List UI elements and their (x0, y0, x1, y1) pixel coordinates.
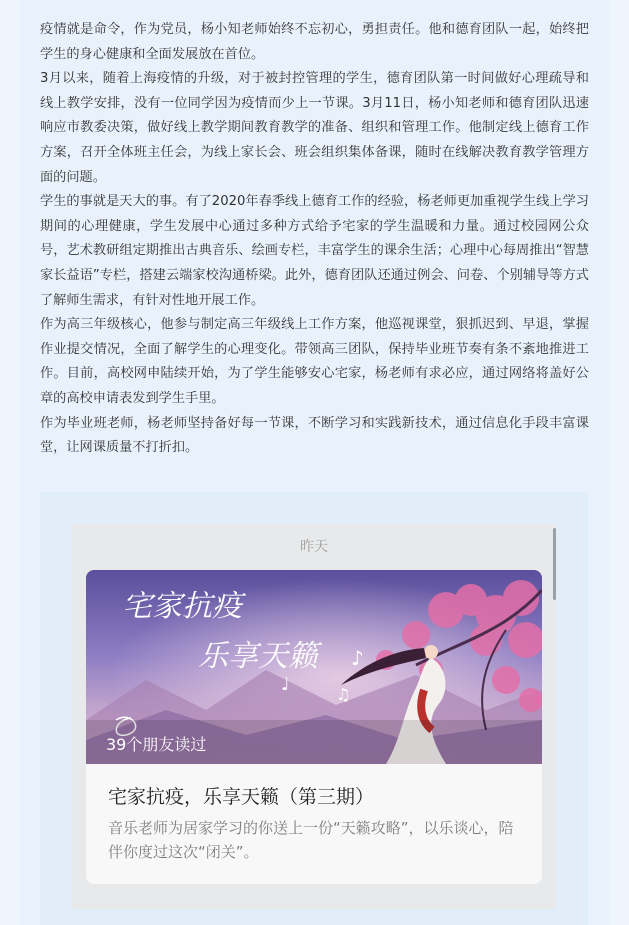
read-count: 39个朋友读过 (106, 735, 207, 754)
paragraph-3: 学生的事就是天大的事。有了2020年春季线上德育工作的经验，杨老师更加重视学生线上学习期间的心理健康，学生发展中心通过多种方式给予宅家的学生温暖和力量。通过校园网公众号，艺术教研组定期推出古典音乐、绘画专栏，丰富学生的课余生活；心理中心每周推出“智慧家长益语”专栏，搭建云端家校沟通桥梁。此外，德育团队还通过例会、问卷、个别辅导等方式了解师生需求，有针对性地开展工作。 (40, 194, 589, 308)
day-label: 昨天 (300, 539, 328, 555)
svg-text:♫: ♫ (336, 685, 351, 704)
banner-text-1: 宅家抗疫 (122, 589, 242, 624)
card-title: 宅家抗疫，乐享天籁（第三期） (108, 786, 375, 808)
card-description: 音乐老师为居家学习的你送上一份“天籁攻略”，以乐谈心，陪伴你度过这次“闭关”。 (108, 819, 514, 861)
screenshot-panel (40, 492, 588, 925)
article-body (20, 0, 609, 461)
paragraph-4: 作为高三年级核心，他参与制定高三年级线上工作方案，他巡视课堂，狠抓迟到、早退，掌握作业提交情况，全面了解学生的心理变化。带领高三团队，保持毕业班节奏有条不紊地推进工作。目前，高校网申陆续开始，为了学生能够安心宅家，杨老师有求必应，通过网络将盖好公章的高校申请表发到学生手里。 (40, 317, 589, 406)
svg-text:♩: ♩ (281, 674, 290, 695)
paragraph-2: 3月以来，随着上海疫情的升级，对于被封控管理的学生，德育团队第一时间做好心理疏导和线上教学安排，没有一位同学因为疫情而少上一节课。3月11日，杨小知老师和德育团队迅速响应市教委决策，做好线上教学期间教育教学的准备、组织和管理工作。他制定线上德育工作方案，召开全体班主任会，为线上家长会、班会组织集体备课，随时在线解决教育教学管理方面的问题。 (40, 71, 589, 185)
chat-screenshot (72, 524, 556, 909)
banner-text-2: 乐享天籁 (198, 639, 318, 674)
paragraph-1: 疫情就是命令，作为党员，杨小知老师始终不忘初心，勇担责任。他和德育团队一起，始终把学生的身心健康和全面发展放在首位。 (40, 22, 589, 62)
shared-article-card[interactable] (86, 570, 542, 884)
article (20, 0, 609, 925)
svg-text:♪: ♪ (351, 646, 364, 670)
paragraph-5: 作为毕业班老师，杨老师坚持备好每一节课，不断学习和实践新技术，通过信息化手段丰富课堂，让网课质量不打折扣。 (40, 415, 589, 456)
